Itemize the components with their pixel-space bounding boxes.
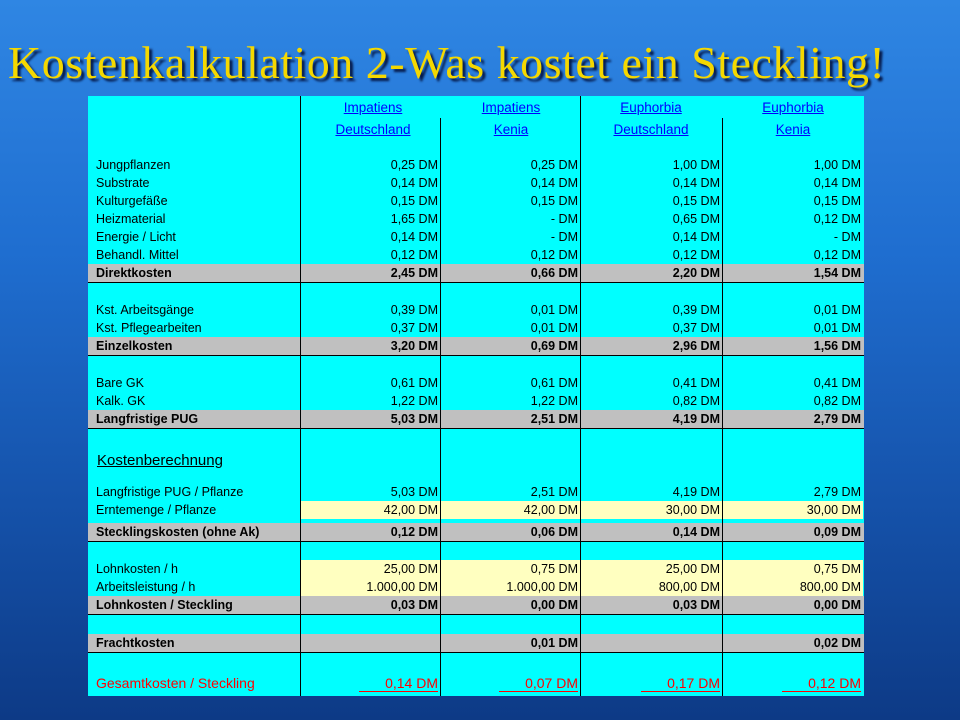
cell-value: 42,00 DM [441,501,580,519]
cell-value: 1,54 DM [813,266,861,280]
row-label: Stecklingskosten (ohne Ak) [96,525,260,539]
cell-value: 0,12 DM [390,525,438,539]
cell-value: 4,19 DM [672,485,720,499]
cell-value: 0,82 DM [672,394,720,408]
row-label: Langfristige PUG [96,412,199,426]
column-divider [580,96,581,696]
column-divider [440,118,441,696]
row-label: Kst. Arbeitsgänge [96,303,194,317]
table-row [88,483,864,501]
cell-value: 1,22 DM [530,394,578,408]
row-separator [88,614,864,615]
table-row [88,410,864,428]
cell-value: 0,41 DM [813,376,861,390]
row-label: Bare GK [96,376,144,390]
cell-value: 25,00 DM [301,560,440,578]
row-label: Frachtkosten [96,636,175,650]
cell-value: 0,12 DM [390,248,438,262]
cell-value-text: 0,12 DM [782,675,861,692]
cell-value: 30,00 DM [581,501,722,519]
cell-value: 0,12 DM [672,248,720,262]
cell-value: 0,39 DM [390,303,438,317]
section-title: Kostenberechnung [97,452,223,469]
row-label: Gesamtkosten / Steckling [96,675,255,691]
table-row [88,264,864,282]
cell-value: 1,22 DM [390,394,438,408]
row-label: Einzelkosten [96,339,173,353]
cell-value: 2,96 DM [672,339,720,353]
table-row [88,301,864,319]
cell-value: 0,25 DM [390,158,438,172]
table-row [88,210,864,228]
cell-value: 0,14 DM [672,525,720,539]
row-separator [88,652,864,653]
cell-value: 0,61 DM [530,376,578,390]
cell-value: 30,00 DM [723,501,863,519]
row-label: Arbeitsleistung / h [96,580,196,594]
cell-value: 0,01 DM [813,321,861,335]
cell-value: 0,82 DM [813,394,861,408]
cell-value: 0,14 DM [390,176,438,190]
row-label: Langfristige PUG / Pflanze [96,485,244,499]
cell-value: 0,01 DM [530,303,578,317]
table-row [88,578,864,596]
cell-value: 0,39 DM [672,303,720,317]
table-row [88,192,864,210]
cell-value: 0,01 DM [813,303,861,317]
cell-value: - DM [550,212,578,226]
col1-crop: Impatiens [343,100,403,115]
cell-value: 0,14 DM [390,230,438,244]
col3-crop: Euphorbia [620,100,682,115]
row-label: Erntemenge / Pflanze [96,503,217,517]
row-label: Lohnkosten / Steckling [96,598,233,612]
cell-value: 0,14 DM [672,176,720,190]
table-row [88,523,864,541]
cell-value: 1.000,00 DM [301,578,440,596]
row-label: Kalk. GK [96,394,146,408]
cell-value [301,674,440,692]
cell-value: 4,19 DM [672,412,720,426]
cell-value: 0,14 DM [672,230,720,244]
cell-value: - DM [833,230,861,244]
table-row [88,337,864,355]
cell-value: 800,00 DM [723,578,863,596]
row-label: Jungpflanzen [96,158,171,172]
row-separator [88,282,864,283]
row-separator [88,428,864,429]
table-row [88,501,864,519]
table-row [88,246,864,264]
cell-value: 2,20 DM [672,266,720,280]
row-label: Energie / Licht [96,230,176,244]
column-divider [300,96,301,696]
cell-value-text: 0,17 DM [641,675,720,692]
table-row [88,374,864,392]
cell-value: 0,00 DM [813,598,861,612]
cell-value [441,674,580,692]
table-row [88,674,864,692]
cell-value: 0,75 DM [723,560,863,578]
row-label: Heizmaterial [96,212,166,226]
table-row [88,392,864,410]
row-separator [88,541,864,542]
cell-value: 2,51 DM [530,412,578,426]
cell-value: 42,00 DM [301,501,440,519]
cell-value: 2,79 DM [813,412,861,426]
cell-value: - DM [550,230,578,244]
cell-value: 5,03 DM [390,485,438,499]
col3-origin: Deutschland [613,122,689,137]
cell-value: 5,03 DM [390,412,438,426]
table-row [88,174,864,192]
col2-origin: Kenia [493,122,529,137]
cell-value: 0,12 DM [530,248,578,262]
table-row [88,560,864,578]
cell-value: 0,01 DM [530,321,578,335]
cell-value: 0,02 DM [813,636,861,650]
cell-value: 0,14 DM [813,176,861,190]
column-divider [722,118,723,696]
cell-value: 0,01 DM [530,636,578,650]
cell-value: 25,00 DM [581,560,722,578]
cell-value: 800,00 DM [581,578,722,596]
cell-value: 0,66 DM [530,266,578,280]
cell-value: 1,65 DM [390,212,438,226]
cell-value: 0,65 DM [672,212,720,226]
row-label: Kst. Pflegearbeiten [96,321,202,335]
cell-value: 2,79 DM [813,485,861,499]
cell-value: 0,06 DM [530,525,578,539]
row-separator [88,355,864,356]
cell-value: 0,15 DM [530,194,578,208]
cell-value: 0,37 DM [390,321,438,335]
cell-value-text: 0,14 DM [359,675,438,692]
cost-table [88,96,864,696]
cell-value: 0,14 DM [530,176,578,190]
cell-value: 0,25 DM [530,158,578,172]
cell-value [581,674,722,692]
cell-value: 0,12 DM [813,248,861,262]
cell-value: 1.000,00 DM [441,578,580,596]
row-label: Substrate [96,176,150,190]
cell-value: 1,00 DM [813,158,861,172]
cell-value: 0,15 DM [672,194,720,208]
row-label: Behandl. Mittel [96,248,179,262]
cell-value: 0,75 DM [441,560,580,578]
cell-value: 0,61 DM [390,376,438,390]
cell-value [581,634,722,652]
cell-value: 2,45 DM [390,266,438,280]
cell-value [723,674,863,692]
cell-value: 1,00 DM [672,158,720,172]
table-row [88,634,864,652]
cell-value [301,634,440,652]
cell-value: 0,15 DM [813,194,861,208]
cell-value: 0,03 DM [672,598,720,612]
col4-crop: Euphorbia [762,100,824,115]
col4-origin: Kenia [775,122,811,137]
col1-origin: Deutschland [335,122,411,137]
table-row [88,596,864,614]
cell-value: 0,00 DM [530,598,578,612]
cell-value: 0,12 DM [813,212,861,226]
table-row [88,156,864,174]
cell-value: 3,20 DM [390,339,438,353]
table-row [88,228,864,246]
cell-value: 0,37 DM [672,321,720,335]
col2-crop: Impatiens [481,100,541,115]
cell-value: 1,56 DM [813,339,861,353]
table-row [88,319,864,337]
row-label: Direktkosten [96,266,172,280]
cell-value: 0,69 DM [530,339,578,353]
cell-value: 2,51 DM [530,485,578,499]
cell-value-text: 0,07 DM [499,675,578,692]
cell-value: 0,15 DM [390,194,438,208]
row-label: Kulturgefäße [96,194,168,208]
cell-value: 0,09 DM [813,525,861,539]
row-label: Lohnkosten / h [96,562,179,576]
cell-value: 0,41 DM [672,376,720,390]
cell-value: 0,03 DM [390,598,438,612]
slide-title: Kostenkalkulation 2-Was kostet ein Steckling! [8,37,886,88]
